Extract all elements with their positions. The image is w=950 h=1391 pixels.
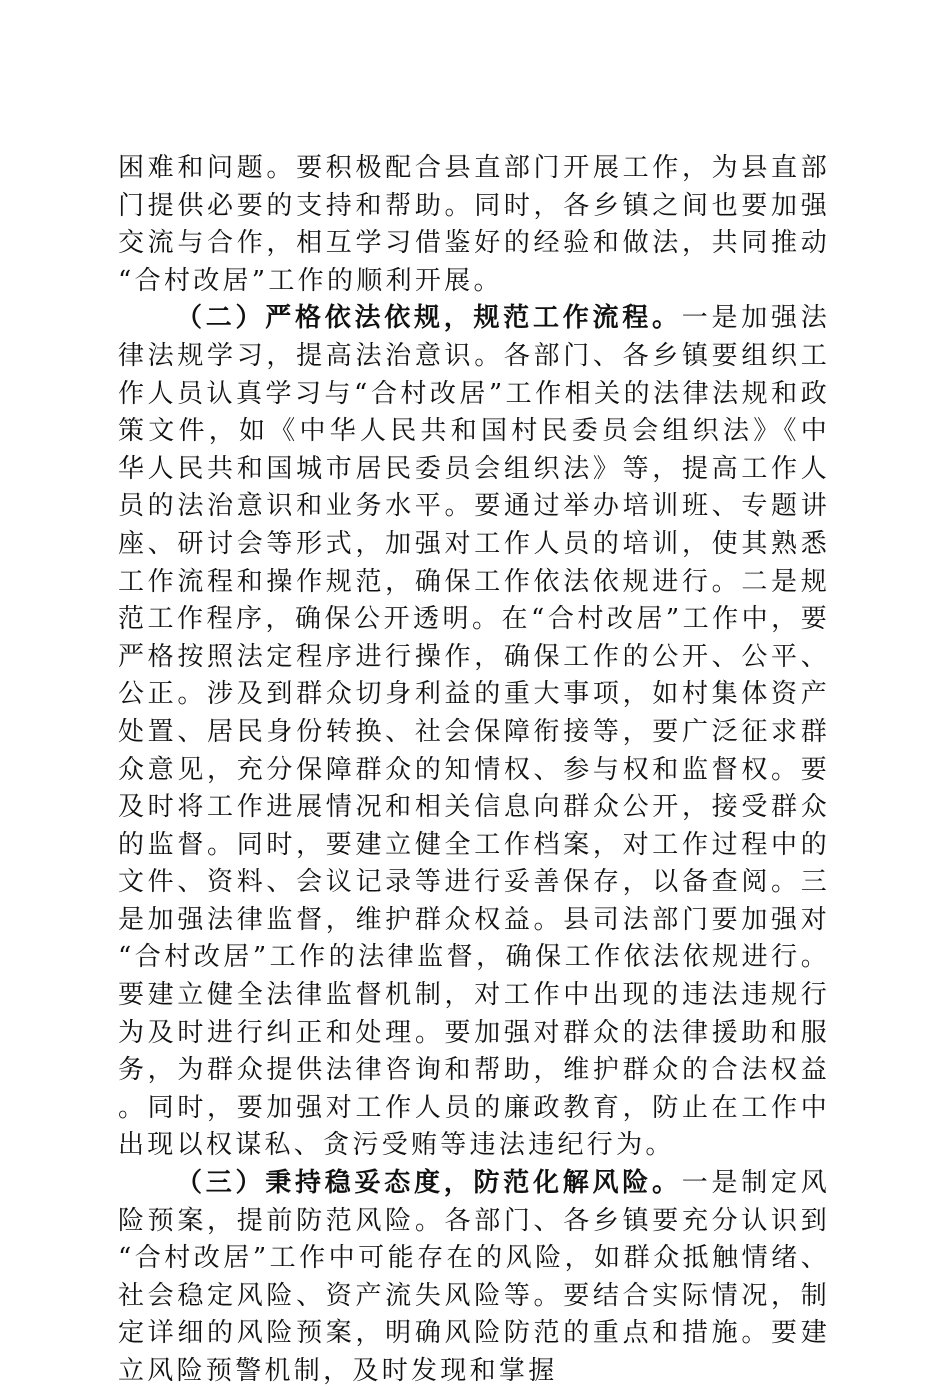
paragraph-text: 困难和问题。要积极配合县直部门开展工作，为县直部门提供必要的支持和帮助。同时，各乡镇之间也要加强交流与合作，相互学习借鉴好的经验和做法，共同推动“合村改居”工作的顺利开展。 xyxy=(118,153,830,296)
paragraph-continuation xyxy=(118,150,830,300)
paragraph-section-2 xyxy=(118,300,830,1165)
section-heading: （二）严格依法依规，规范工作流程。 xyxy=(176,303,682,334)
paragraph-section-3 xyxy=(118,1165,830,1391)
document-body xyxy=(118,150,830,1391)
paragraph-text: 一是加强法律法规学习，提高法治意识。各部门、各乡镇要组织工作人员认真学习与“合村改居”工作相关的法律法规和政策文件，如《中华人民共和国村民委员会组织法》《中华人民共和国城市居民委员会组织法》等，提高工作人员的法治意识和业务水平。要通过举办培训班、专题讲座、研讨会等形式，加强对工作人员的培训，使其熟悉工作流程和操作规范，确保工作依法依规进行。二是规范工作程序，确保公开透明。在“合村改居”工作中，要严格按照法定程序进行操作，确保工作的公开、公平、公正。涉及到群众切身利益的重大事项，如村集体资产处置、居民身份转换、社会保障衔接等，要广泛征求群众意见，充分保障群众的知情权、参与权和监督权。要及时将工作进展情况和相关信息向群众公开，接受群众的监督。同时，要建立健全工作档案，对工作过程中的文件、资料、会议记录等进行妥善保存，以备查阅。三是加强法律监督，维护群众权益。县司法部门要加强对“合村改居”工作的法律监督，确保工作依法依规进行。要建立健全法律监督机制，对工作中出现的违法违规行为及时进行纠正和处理。要加强对群众的法律援助和服务，为群众提供法律咨询和帮助，维护群众的合法权益。同时，要加强对工作人员的廉政教育，防止在工作中出现以权谋私、贪污受贿等违法违纪行为。 xyxy=(118,303,830,1161)
paragraph-text: 一是制定风险预案，提前防范风险。各部门、各乡镇要充分认识到“合村改居”工作中可能存在的风险，如群众抵触情绪、社会稳定风险、资产流失风险等。要结合实际情况，制定详细的风险预案，明确风险防范的重点和措施。要建立风险预警机制，及时发现和掌握 xyxy=(118,1168,830,1386)
section-heading: （三）秉持稳妥态度，防范化解风险。 xyxy=(176,1168,682,1199)
